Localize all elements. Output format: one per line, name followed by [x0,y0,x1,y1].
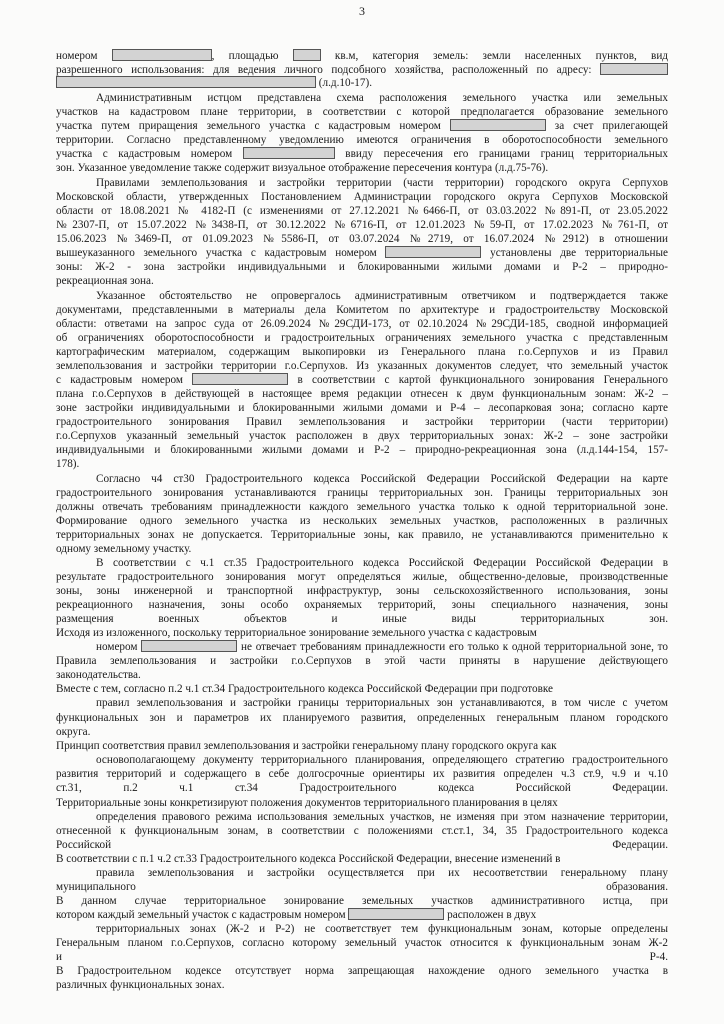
text-line: участков на кадастровом плане территории, в соответствии с которой предполагается образование земельного [56,106,668,118]
text-line: определения правового режима использования земельных участков, не изменяя при этом назначение территории, [96,811,668,823]
text-line: г.о.Серпухов указанный земельный участок расположен в двух территориальных зонах: Ж-2 – зоне застройки [56,430,668,442]
text-line: с кадастровым номером в соответствии с картой функционального зонирования Генерального [56,374,668,386]
redaction-box [141,640,237,652]
text-line: Правила землепользования и застройки г.о.Серпухов в этой части приняты в нарушение действующего [56,655,668,667]
text-line: Вместе с тем, согласно п.2 ч.1 ст.34 Градостроительного кодекса Российской Федерации при подготовке [56,683,554,695]
text-line: одному земельному участку. [56,543,192,555]
text-line: правила землепользования и застройки осуществляется при их несоответствии генеральному плану [96,867,668,879]
text-line: и Р-4. [56,951,668,963]
text-line: Принцип соответствия правил землепользования и застройки генеральному плану городского округа как [56,740,557,752]
redaction-box [600,63,668,75]
text-line: градостроительного зонирования устанавливаются границы территориальных зон. Границы территориальных зон [56,487,668,499]
text-line: (л.д.10-17). [56,76,668,90]
page-number: 3 [359,4,365,18]
text-line: основополагающему документу территориального планирования, определяющего стратегию градостроительного [96,754,668,766]
text-line: зоны, зоны инженерной и транспортной инфраструктур, зоны сельскохозяйственного использования, зоны [56,585,668,597]
text-line: котором каждый земельный участок с кадастровым номером расположен в двух [56,909,537,921]
text-line: рекреационного назначения, зоны особо охраняемых территорий, зоны специального назначения, зоны [56,599,668,611]
text-line: номером не отвечает требованиям принадлежности его только к одной территориальной зоне, то [96,641,669,653]
text-line: индивидуальными и блокированными жилыми домами и Р-2 – природно-рекреационная зона (л.д.144-154, 157- [56,444,668,456]
text-line: плана г.о.Серпухов в действующей в настоящее время редакции отнесен к двум функциональным зонам: Ж-2 – [56,388,668,400]
text-line: документами, представленными в материалы дела Комитетом по архитектуре и градостроительству Московской [56,304,668,316]
text-line: Формирование одного земельного участка из нескольких земельных участков, расположенных в различных [56,515,668,527]
text-line: Российской Федерации. [56,839,668,851]
text-line: различных функциональных зонах. [56,979,225,991]
redaction-box [243,147,335,159]
text-line: результате градостроительного зонирования могут определяться жилые, общественно-деловые, производственные [56,571,668,583]
text-line: правил землепользования и застройки границы территориальных зон устанавливаются, в том числе с учетом [96,697,668,709]
text-line: В Градостроительном кодексе отсутствует норма запрещающая нахождение одного земельного участка в [56,965,668,977]
text-line: территории. Согласно представленному уведомлению имеются ограничения в оборотоспособности земельного [56,134,668,146]
text-line: законодательства. [56,669,141,681]
text-line: В соответствии с ч.1 ст.35 Градостроительного кодекса Российской Федерации Российской Федерации в [96,557,668,569]
text-line: ст.31, п.2 ч.1 ст.34 Градостроительного кодекса Российской Федерации. [56,782,668,794]
redaction-box [112,49,212,61]
text-line: округа. [56,726,91,738]
redaction-box [348,908,444,920]
text-line: об ограничениях оборотоспособности и градостроительных ограничениях земельного участка с представленным [56,332,668,344]
text-line: Правилами землепользования и застройки территории (части территории) городского округа Серпухов [96,177,668,189]
text-line: Генеральным планом г.о.Серпухов, согласно которому земельный участок относится к функциональным зонам Ж-2 [56,937,668,949]
text-line: 178). [56,458,80,470]
text-line: градостроительного зонирования Правил землепользования и застройки территории (части территории) [56,416,668,428]
text-line: зоны: Ж-2 - зона застройки индивидуальными и блокированными жилыми домами и Р-2 – природно- [56,261,668,273]
text-line: вышеуказанного земельного участка с кадастровым номером установлены две территориальные [56,247,668,259]
text-line: участка путем приращения земельного участка с кадастровым номером за счет прилегающей [56,120,668,132]
text-line: отнесенной к функциональным зонам, в соответствии с положениями ст.ст.1, 34, 35 Градостроительного кодекса [56,825,668,837]
text-line: Исходя из изложенного, поскольку территориальное зонирование земельного участка с кадастровым [56,627,537,639]
text-line: Административным истцом представлена схема расположения земельного участка или земельных [96,92,668,104]
redaction-box [450,119,546,131]
text-line: Московской области, утвержденных Постановлением Администрации городского округа Серпухов Московской [56,191,668,203]
text-line: участка с кадастровым номером ввиду пересечения его границами границ территориальных [56,148,668,160]
redaction-box [293,49,321,61]
text-line: размещения военных объектов и иные виды территориальных зон. [56,613,668,625]
text-line: Указанное обстоятельство не опровергалось административным ответчиком и подтверждается также [96,290,668,302]
text-line: номером , площадью кв.м, категория земель: земли населенных пунктов, вид [56,50,668,62]
text-line: территориальных зонах (Ж-2 и Р-2) не соответствует тем функциональным зонам, которые определены [96,923,668,935]
text-line: рекреационная зона. [56,275,154,287]
text-line: должны отвечать требованиям принадлежности каждого земельного участка только к одной территориальной зоне. [56,501,668,513]
text-line: области от 18.08.2021 № 4182-П (с изменениями от 27.12.2021 №6466-П, от 03.03.2022 №891-П, от 23.05.2022 [56,205,668,217]
redaction-box [56,76,316,88]
text-line: разрешенного использования: для ведения личного подсобного хозяйства, расположенный по адресу: [56,63,668,77]
text-line: области: ответами на запрос суда от 26.09.2024 №29СДИ-173, от 02.10.2024 №29СДИ-185, сводной информацией [56,318,668,330]
redaction-box [385,246,481,258]
text-line: №2307-П, от 15.07.2022 №3438-П, от 30.12.2022 №6716-П, от 12.01.2023 №59-П, от 17.02.2023 №761-П, от [56,219,668,231]
redaction-box [192,373,288,385]
text-line: функциональных зон и параметров их планируемого развития, определенных генеральным планом городского [56,712,668,724]
text-line: землепользования и застройки территории г.о.Серпухов. Из указанных документов следует, что земельный участок [56,360,668,372]
text-line: зоне застройки индивидуальными и блокированными жилыми домами и Р-4 – лесопарковая зона; согласно карте [56,402,668,414]
text-line: 15.06.2023 №3469-П, от 01.09.2023 №5586-П, от 03.07.2024 №2719, от 16.07.2024 №2912) в отношении [56,233,668,245]
text-line: зон. Указанное уведомление также содержит визуальное отображение пересечения контура (л.д.75-76). [56,162,549,174]
text-line: В соответствии с п.1 ч.2 ст.33 Градостроительного кодекса Российской Федерации, внесение изменений в [56,853,561,865]
text-line: муниципального образования. [56,881,668,893]
text-line: В данном случае территориальное зонирование земельных участков административного истца, при [56,895,668,907]
text-line: Территориальные зоны конкретизируют положения документов территориального планирования в целях [56,797,558,809]
text-line: территориальных зонах не допускается. Территориальные зоны, как правило, не устанавливаются применительно к [56,529,668,541]
text-line: картографическим материалом, содержащим выкопировки из Генерального плана г.о.Серпухов и из Правил [56,346,668,358]
text-line: Согласно ч4 ст30 Градостроительного кодекса Российской Федерации Российской Федерации на карте [96,473,668,485]
text-line: развития территорий и содержащего в себе долгосрочные ориентиры их развития определен ч.3 ст.9, ч.9 и ч.10 [56,768,668,780]
